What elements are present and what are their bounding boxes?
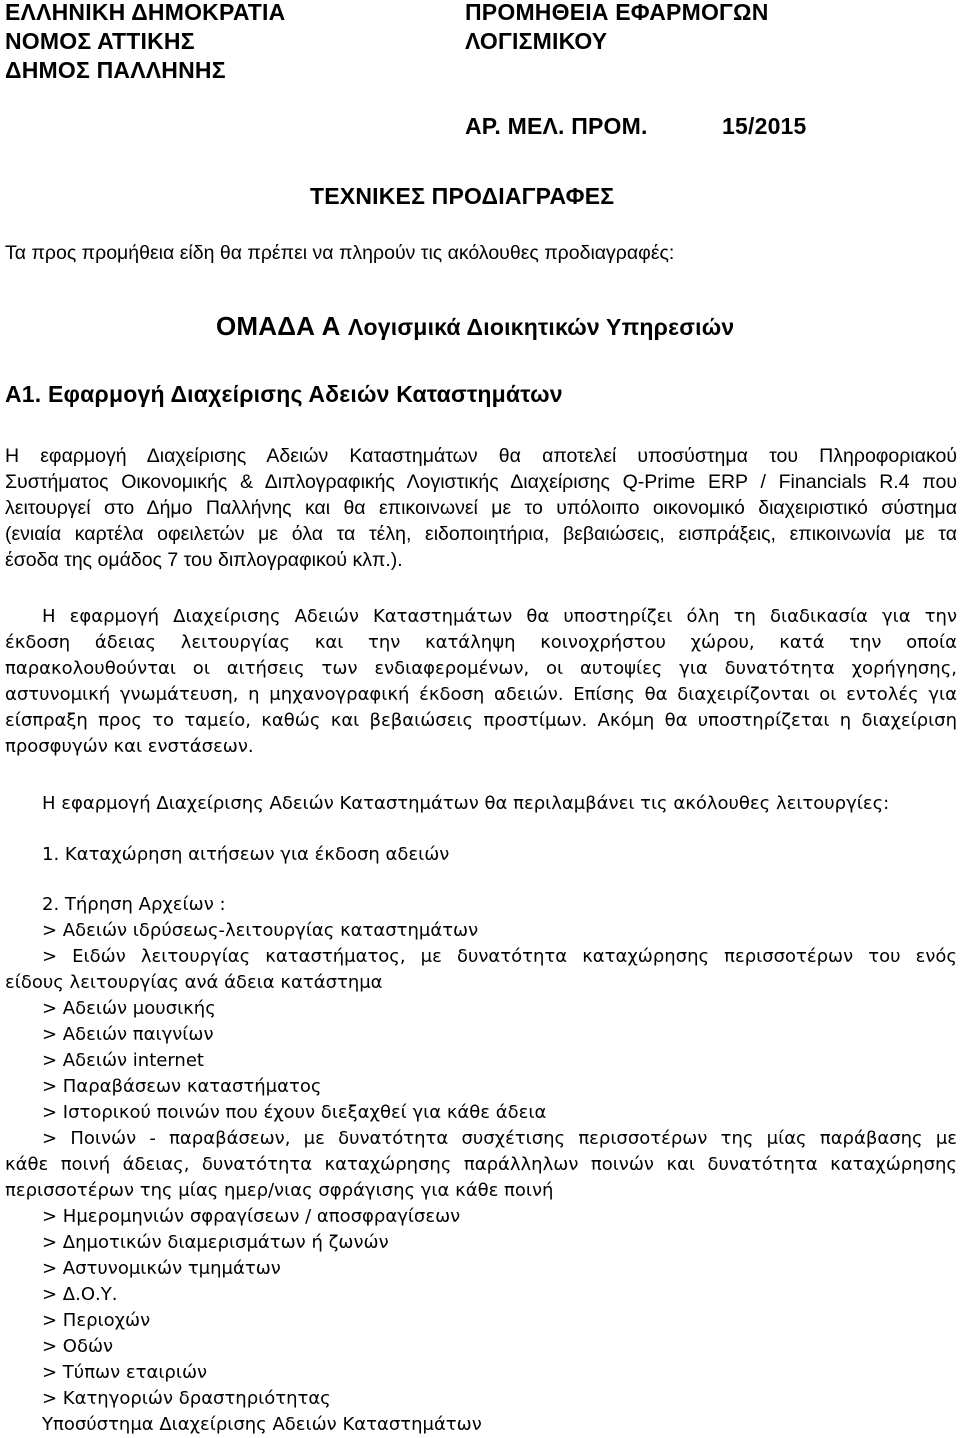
archive-item: > Τύπων εταιριών xyxy=(42,1362,208,1383)
section-title: Α1. Εφαρμογή Διαχείρισης Αδειών Καταστημάτων xyxy=(5,381,563,407)
paragraph2-line: έκδοση άδειας λειτουργίας και την κατάληψη κοινοχρήστου χώρου, κατά την οποία xyxy=(5,632,957,653)
archive-item: > Δ.Ο.Υ. xyxy=(42,1284,118,1305)
archive-item: > Περιοχών xyxy=(42,1310,151,1331)
archive-item: > Παραβάσεων καταστήματος xyxy=(42,1076,322,1097)
functions-intro: Η εφαρμογή Διαχείρισης Αδειών Καταστημάτων θα περιλαμβάνει τις ακόλουθες λειτουργίες: xyxy=(42,793,890,814)
group-prefix: ΟΜΑΔΑ Α xyxy=(216,311,341,341)
paragraph2-line: είσπραξη προς το ταμείο, καθώς και βεβαιώσεις προστίμων. Ακόμη θα υποστηρίζεται η διαχείριση xyxy=(5,710,957,731)
paragraph2-line: προσφυγών και ενστάσεων. xyxy=(5,736,254,757)
archive-item: > Αδειών μουσικής xyxy=(42,998,216,1019)
archive-item-continued: κάθε ποινή άδειας, δυνατότητα καταχώρησης παράλληλων ποινών και δυνατότητα καταχώρησης xyxy=(5,1154,957,1175)
paragraph1-line: (ενιαία καρτέλα οφειλετών με όλα τα τέλη, ειδοποιητήρια, βεβαιώσεις, εισπράξεις, επικοινωνία με τα xyxy=(5,523,957,545)
archive-item: > Αστυνομικών τμημάτων xyxy=(42,1258,281,1279)
paragraph1-line: λειτουργεί στο Δήμο Παλλήνης και θα επικοινωνεί με το υπόλοιπο οικονομικό διαχειριστικό σύστημα xyxy=(5,497,957,519)
archive-item: > Αδειών internet xyxy=(42,1050,204,1071)
header-right-line-1: ΠΡΟΜΗΘΕΙΑ ΕΦΑΡΜΟΓΩΝ xyxy=(465,0,769,25)
reference-label: ΑΡ. ΜΕΛ. ΠΡΟΜ. xyxy=(465,113,648,139)
subsystem-footer-line: Υποσύστημα Διαχείρισης Αδειών Καταστημάτων xyxy=(42,1414,482,1435)
group-name: Λογισμικά Διοικητικών Υπηρεσιών xyxy=(348,314,735,340)
header-right-line-2: ΛΟΓΙΣΜΙΚΟΥ xyxy=(465,28,608,54)
archive-item: > Αδειών παιγνίων xyxy=(42,1024,214,1045)
paragraph2-line: παρακολουθούνται οι αιτήσεις των ενδιαφερομένων, οι αυτοψίες για δυνατότητα χορήγησης, xyxy=(5,658,957,679)
archive-item: > Ιστορικού ποινών που έχουν διεξαχθεί για κάθε άδεια xyxy=(42,1102,547,1123)
archive-item: > Αδειών ιδρύσεως-λειτουργίας καταστημάτων xyxy=(42,920,479,941)
function-item-2: 2. Τήρηση Αρχείων : xyxy=(42,894,226,915)
archive-item: > Οδών xyxy=(42,1336,114,1357)
reference-number: 15/2015 xyxy=(722,113,807,139)
archive-item: > Ημερομηνιών σφραγίσεων / αποσφραγίσεων xyxy=(42,1206,461,1227)
archive-item: > Δημοτικών διαμερισμάτων ή ζωνών xyxy=(42,1232,389,1253)
paragraph1-line: Η εφαρμογή Διαχείρισης Αδειών Καταστημάτων θα αποτελεί υποσύστημα του Πληροφοριακού xyxy=(5,445,957,467)
header-left-line-3: ΔΗΜΟΣ ΠΑΛΛΗΝΗΣ xyxy=(5,57,226,83)
header-left-line-1: ΕΛΛΗΝΙΚΗ ΔΗΜΟΚΡΑΤΙΑ xyxy=(5,0,286,25)
group-title xyxy=(216,312,734,342)
intro-text: Τα προς προμήθεια είδη θα πρέπει να πληρούν τις ακόλουθες προδιαγραφές: xyxy=(5,242,675,264)
function-item-1: 1. Καταχώρηση αιτήσεων για έκδοση αδειών xyxy=(42,844,450,865)
paragraph1-line: έσοδα της ομάδος 7 του διπλογραφικού κλπ.). xyxy=(5,549,403,571)
header-left-line-2: ΝΟΜΟΣ ΑΤΤΙΚΗΣ xyxy=(5,28,195,54)
archive-item: > Κατηγοριών δραστηριότητας xyxy=(42,1388,331,1409)
tech-specs-title: ΤΕΧΝΙΚΕΣ ΠΡΟΔΙΑΓΡΑΦΕΣ xyxy=(310,183,615,209)
paragraph2-line: Η εφαρμογή Διαχείρισης Αδειών Καταστημάτων θα υποστηρίζει όλη τη διαδικασία για την xyxy=(42,606,957,627)
archive-item-continued: περισσοτέρων της μίας ημερ/νιας σφράγισης για κάθε ποινή xyxy=(5,1180,554,1201)
paragraph2-line: αστυνομική γνωμάτευση, η μηχανογραφική έκδοση αδειών. Επίσης θα διαχειρίζονται οι εντολές για xyxy=(5,684,957,705)
paragraph1-line: Συστήματος Οικονομικής & Διπλογραφικής Λογιστικής Διαχείρισης Q-Prime ERP / Financials R.4 που xyxy=(5,471,957,493)
archive-item: > Ειδών λειτουργίας καταστήματος, με δυνατότητα καταχώρησης περισσοτέρων του ενός xyxy=(42,946,957,967)
archive-item: > Ποινών - παραβάσεων, με δυνατότητα συσχέτισης περισσοτέρων της μίας παράβασης με xyxy=(42,1128,957,1149)
archive-item-continued: είδους λειτουργίας ανά άδεια κατάστημα xyxy=(5,972,383,993)
